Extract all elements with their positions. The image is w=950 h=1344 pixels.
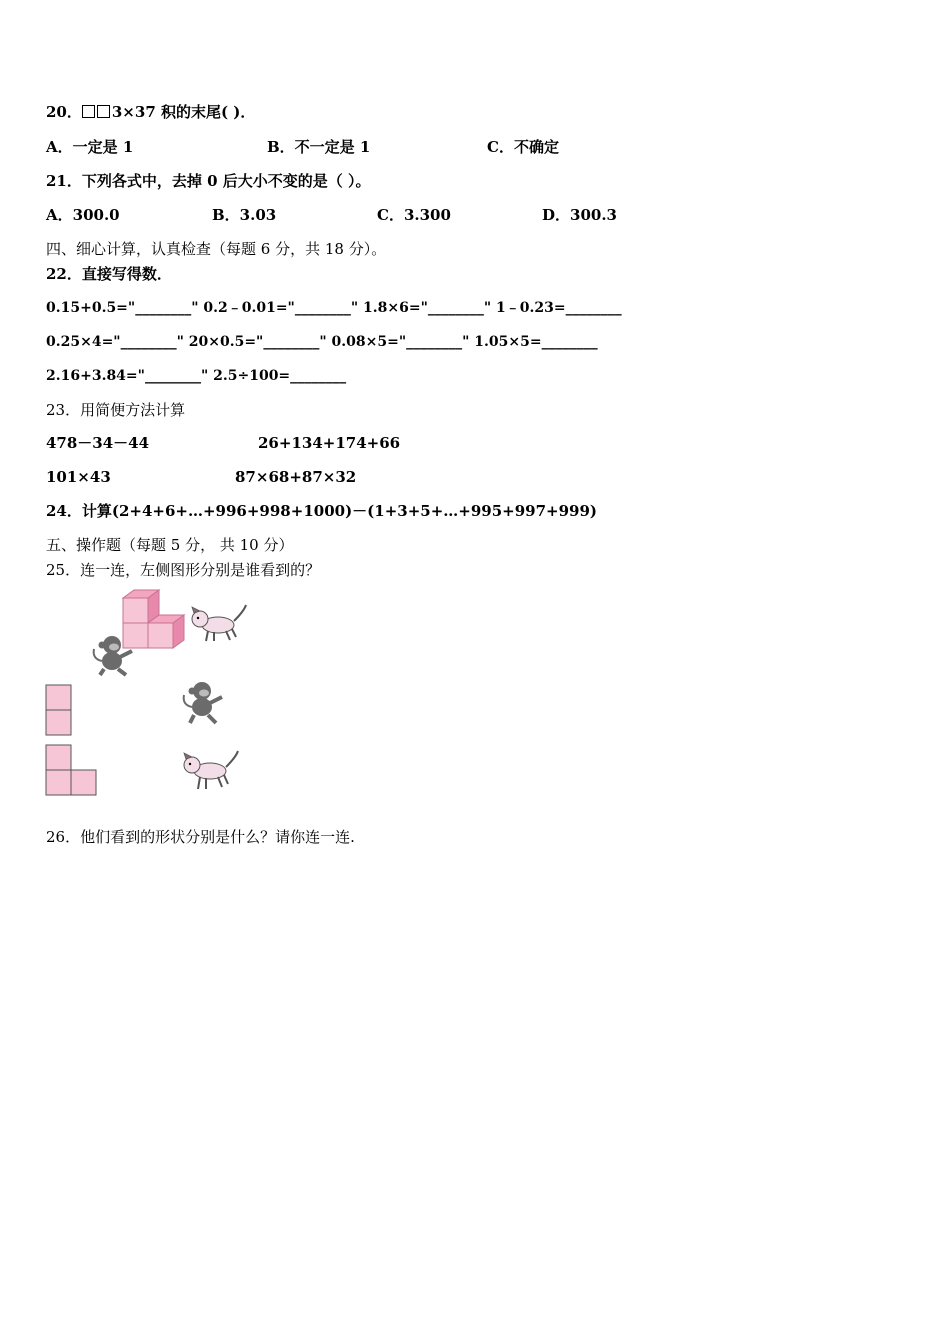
q24-stem: 24．计算(2+4+6+…+996+998+1000)－(1+3+5+…+995+997+999): [46, 502, 598, 520]
q23-stem: 23．用简便方法计算: [46, 401, 186, 419]
section4-title: 四、细心计算，认真检查（每题 6 分，共 18 分）。: [46, 240, 387, 258]
q20-number: 20．: [46, 103, 82, 121]
q22-stem: 22．直接写得数．: [46, 265, 172, 283]
dog-icon[interactable]: [184, 751, 238, 789]
q20-option-b[interactable]: B．不一定是 1: [267, 138, 371, 156]
q20-stem: [46, 102, 255, 122]
shape-vertical-two[interactable]: [46, 685, 71, 735]
q20-option-a[interactable]: A．一定是 1: [46, 138, 134, 156]
q23-item-1: 478－34－44: [46, 434, 150, 452]
q20-option-c[interactable]: C．不确定: [487, 138, 559, 156]
q21-option-c[interactable]: C．3.300: [377, 206, 451, 224]
shape-l-three[interactable]: [46, 745, 96, 795]
blank-box-icon: [82, 105, 95, 118]
q22-row-2: 0.25×4="________" 20×0.5="________" 0.08×5="________" 1.05×5=________: [46, 334, 598, 350]
q21-stem: 21．下列各式中，去掉 0 后大小不变的是（ ）。: [46, 172, 371, 190]
q25-stem: 25．连一连，左侧图形分别是谁看到的？: [46, 561, 321, 579]
blank-box-icon: [97, 105, 110, 118]
q23-item-3: 101×43: [46, 468, 111, 486]
q23-item-4: 87×68+87×32: [235, 468, 357, 486]
q21-option-b[interactable]: B．3.03: [212, 206, 277, 224]
cube-stack: [123, 590, 184, 648]
q21-option-d[interactable]: D．300.3: [542, 206, 617, 224]
q26-stem: 26．他们看到的形状分别是什么？请你连一连.: [46, 828, 355, 846]
section5-title: 五、操作题（每题 5 分， 共 10 分）: [46, 536, 294, 554]
q21-option-a[interactable]: A．300.0: [46, 206, 120, 224]
monkey-icon[interactable]: [184, 682, 222, 723]
q23-item-2: 26+134+174+66: [258, 434, 401, 452]
q22-row-1: 0.15+0.5="________" 0.2﹣0.01="________" 1.8×6="________" 1﹣0.23=________: [46, 300, 622, 316]
q20-stem-text: 3×37 积的末尾( )．: [111, 103, 256, 121]
q25-figure: [40, 585, 270, 805]
dog-icon: [192, 605, 246, 641]
q22-row-3: 2.16+3.84="________" 2.5÷100=________: [46, 368, 347, 384]
